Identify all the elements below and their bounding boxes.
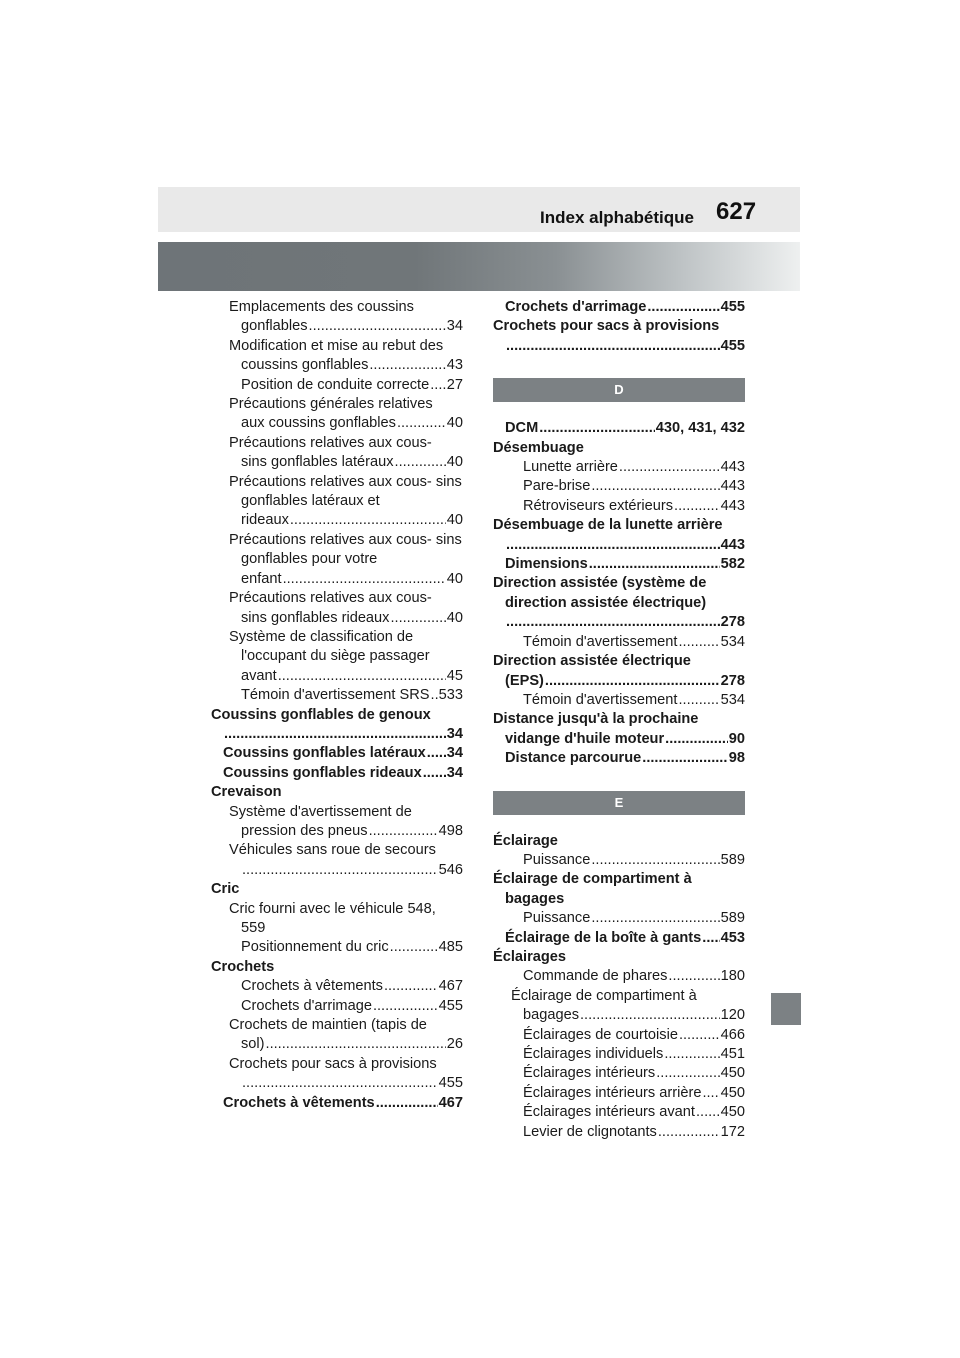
leader-dots <box>668 967 719 986</box>
entry-heading: Désembuage de la lunette arrière <box>493 517 723 534</box>
entry-label: pression des pneus <box>241 822 368 839</box>
entry-label: Témoin d'avertissement <box>523 633 678 650</box>
leader-dots <box>696 1103 720 1122</box>
entry-page-ref: 450 <box>720 1084 745 1101</box>
entry-label: bagages <box>505 890 565 907</box>
entry-heading: Précautions relatives aux cous- <box>229 434 432 451</box>
index-entry <box>211 589 463 628</box>
leader-dots <box>376 1094 438 1113</box>
entry-page-ref: 546 <box>438 861 463 878</box>
entry-label: sins gonflables rideaux <box>241 609 390 626</box>
entry-page-line <box>493 1006 745 1025</box>
entry-page-ref: 443 <box>720 478 745 495</box>
entry-page-ref: 443 <box>720 497 745 514</box>
entry-label: Crochets d'arrimage <box>241 997 372 1014</box>
entry-page-line <box>493 890 745 909</box>
entry-label: Commande de phares <box>523 968 668 985</box>
leader-dots <box>397 414 446 433</box>
entry-page-ref: 534 <box>720 691 745 708</box>
entry-page-line <box>211 764 463 783</box>
entry-page-ref: 467 <box>438 1094 463 1111</box>
leader-dots <box>506 613 720 632</box>
entry-heading: Éclairage de compartiment à <box>511 987 697 1004</box>
index-entry <box>211 434 463 473</box>
entry-label: vidange d'huile moteur <box>505 730 665 747</box>
entry-label: bagages <box>523 1007 579 1024</box>
entry-page-line <box>211 570 463 589</box>
index-entry <box>211 376 463 395</box>
entry-page-line <box>211 414 463 433</box>
leader-dots <box>369 822 438 841</box>
leader-dots <box>702 1084 719 1103</box>
index-entry <box>493 298 745 317</box>
entry-label: gonflables <box>241 318 308 335</box>
entry-page-ref: 443 <box>720 459 745 476</box>
entry-heading: Crochets pour sacs à provisions <box>493 318 720 335</box>
entry-page-ref: 120 <box>720 1007 745 1024</box>
entry-label: Témoin d'avertissement <box>523 691 678 708</box>
entry-label: Coussins gonflables latéraux <box>223 745 426 762</box>
entry-page-ref: 40 <box>446 415 463 432</box>
entry-page-line <box>211 609 463 628</box>
index-entry <box>211 803 463 842</box>
index-entry <box>493 1084 745 1103</box>
entry-label: Éclairages de courtoisie <box>523 1026 678 1043</box>
index-entry <box>211 628 463 686</box>
entry-heading: Emplacements des coussins <box>229 299 414 315</box>
entry-label: Dimensions <box>505 556 588 573</box>
leader-dots <box>390 609 445 628</box>
entry-page-ref: 34 <box>446 745 463 762</box>
entry-heading: Précautions relatives aux cous- sins gonflables latéraux et <box>229 473 462 510</box>
entry-heading: Distance jusqu'à la prochaine <box>493 711 699 728</box>
index-entry <box>493 987 745 1026</box>
index-entry <box>493 1026 745 1045</box>
entry-page-ref: 498 <box>438 822 463 839</box>
entry-label: sol) <box>241 1036 265 1053</box>
entry-page-line <box>493 298 745 317</box>
leader-dots <box>589 555 720 574</box>
entry-page-line <box>493 1123 745 1142</box>
page-title: Index alphabétique <box>540 208 694 227</box>
entry-label: Éclairages intérieurs avant <box>523 1104 695 1121</box>
entry-page-line <box>211 725 463 744</box>
entry-label: Éclairages intérieurs arrière <box>523 1084 702 1101</box>
entry-heading: Crevaison <box>211 784 282 801</box>
leader-dots <box>390 938 438 957</box>
index-entry <box>211 531 463 589</box>
leader-dots <box>290 511 446 530</box>
entry-label: Position de conduite correcte <box>241 376 430 393</box>
leader-dots <box>658 1123 720 1142</box>
entry-page-line <box>493 337 745 356</box>
leader-dots <box>664 1045 719 1064</box>
entry-page-ref: 455 <box>720 337 745 354</box>
leader-dots <box>619 458 720 477</box>
entry-label: enfant <box>241 570 282 587</box>
page-number: 627 <box>716 198 757 225</box>
index-entry <box>493 497 745 516</box>
entry-page-line <box>211 977 463 996</box>
entry-heading: Direction assistée (système de direction assistée électrique) <box>493 575 707 611</box>
entry-heading: Système de classification de l'occupant du siège passager <box>229 628 430 665</box>
index-entry <box>211 744 463 763</box>
entry-page-line <box>493 633 745 652</box>
leader-dots <box>665 730 728 749</box>
entry-page-ref: 27 <box>446 376 463 393</box>
entry-page-ref: 533 <box>438 687 463 704</box>
index-entry <box>493 691 745 710</box>
entry-heading: Désembuage <box>493 439 584 456</box>
entry-label: Distance parcourue <box>505 750 642 767</box>
leader-dots <box>642 749 728 768</box>
entry-page-ref: 534 <box>720 633 745 650</box>
index-entry <box>493 574 745 632</box>
index-entry <box>493 929 745 948</box>
section-letter-band: D <box>493 378 745 402</box>
index-entry <box>493 967 745 986</box>
entry-label: Crochets à vêtements <box>223 1094 375 1111</box>
entry-label: avant <box>241 667 277 684</box>
index-entry <box>493 516 745 555</box>
entry-page-line <box>211 822 463 841</box>
index-entry <box>493 633 745 652</box>
index-entry <box>211 706 463 745</box>
index-entry <box>211 1055 463 1094</box>
leader-dots <box>674 497 720 516</box>
index-entry <box>493 851 745 870</box>
index-entry <box>493 832 745 851</box>
entry-page-line <box>493 851 745 870</box>
entry-heading: Précautions relatives aux cous- sins gonflables pour votre <box>229 531 462 568</box>
entry-page-line <box>493 1045 745 1064</box>
entry-page-line <box>211 861 463 880</box>
entry-page-ref: 443 <box>720 536 745 553</box>
leader-dots <box>373 997 438 1016</box>
entry-page-line <box>211 938 463 957</box>
leader-dots <box>309 317 446 336</box>
leader-dots <box>278 667 446 686</box>
leader-dots <box>506 337 720 356</box>
entry-label: sins gonflables latéraux <box>241 454 394 471</box>
entry-page-line <box>211 511 463 530</box>
leader-dots <box>539 419 654 438</box>
index-entry <box>493 749 745 768</box>
leader-dots <box>580 1006 720 1025</box>
entry-page-line <box>493 419 745 438</box>
leader-dots <box>656 1064 719 1083</box>
entry-label: Éclairages intérieurs <box>523 1065 656 1082</box>
entry-page-ref: 278 <box>720 614 745 631</box>
index-entry <box>493 419 745 438</box>
entry-heading: Modification et mise au rebut des <box>229 337 444 354</box>
entry-page-ref: 40 <box>446 454 463 471</box>
entry-page-line <box>493 749 745 768</box>
entry-page-ref: 455 <box>438 1075 463 1092</box>
entry-page-line <box>211 686 463 705</box>
entry-page-line <box>493 730 745 749</box>
entry-label: rideaux <box>241 512 289 529</box>
index-column-right <box>493 298 745 1142</box>
entry-page-ref: 467 <box>438 978 463 995</box>
entry-label: Lunette arrière <box>523 459 618 476</box>
entry-page-line <box>211 1035 463 1054</box>
index-entry <box>493 477 745 496</box>
index-entry <box>493 1103 745 1122</box>
index-entry <box>211 997 463 1016</box>
index-entry <box>211 1094 463 1113</box>
entry-page-ref: 40 <box>446 512 463 529</box>
leader-dots <box>545 672 720 691</box>
leader-dots <box>679 1026 720 1045</box>
entry-page-ref: 430, 431, 432 <box>655 420 745 437</box>
entry-page-line <box>211 376 463 395</box>
entry-page-ref: 180 <box>720 968 745 985</box>
leader-dots <box>591 851 719 870</box>
index-entry <box>211 958 463 977</box>
entry-page-line <box>493 555 745 574</box>
index-entry <box>493 948 745 967</box>
entry-page-line <box>211 453 463 472</box>
index-entry <box>211 1016 463 1055</box>
entry-label: Pare-brise <box>523 478 591 495</box>
entry-page-line <box>493 909 745 928</box>
entry-heading: Coussins gonflables de genoux <box>211 706 431 723</box>
entry-page-ref: 466 <box>720 1026 745 1043</box>
entry-page-line <box>493 929 745 948</box>
leader-dots <box>384 977 438 996</box>
entry-page-line <box>493 1084 745 1103</box>
index-entry <box>493 439 745 458</box>
entry-label: coussins gonflables <box>241 357 369 374</box>
leader-dots <box>506 536 720 555</box>
entry-page-ref: 589 <box>720 910 745 927</box>
entry-heading: Éclairage de compartiment à <box>493 871 692 888</box>
index-entry <box>493 870 745 889</box>
entry-page-line <box>493 613 745 632</box>
index-entry <box>211 783 463 802</box>
entry-page-ref: 45 <box>446 667 463 684</box>
entry-label: DCM <box>505 420 539 437</box>
index-entry <box>493 1123 745 1142</box>
leader-dots <box>423 764 446 783</box>
entry-page-line <box>493 967 745 986</box>
entry-label: Levier de clignotants <box>523 1123 657 1140</box>
entry-page-line <box>211 356 463 375</box>
entry-page-line <box>211 317 463 336</box>
entry-label: Positionnement du cric <box>241 939 389 956</box>
entry-label: aux coussins gonflables <box>241 415 396 432</box>
entry-heading: Direction assistée électrique <box>493 653 691 670</box>
entry-label: Puissance <box>523 910 591 927</box>
entry-page-line <box>493 497 745 516</box>
index-entry <box>493 1064 745 1083</box>
entry-page-line <box>211 997 463 1016</box>
leader-dots <box>430 376 446 395</box>
leader-dots <box>242 861 438 880</box>
leader-dots <box>591 909 719 928</box>
entry-page-ref: 453 <box>720 929 745 946</box>
entry-page-ref: 34 <box>446 318 463 335</box>
leader-dots <box>242 1074 438 1093</box>
entry-heading: Précautions générales relatives <box>229 396 433 413</box>
entry-heading: Cric <box>211 881 240 898</box>
index-entry <box>211 473 463 531</box>
entry-page-ref: 455 <box>720 299 745 315</box>
entry-page-ref: 98 <box>728 750 745 767</box>
index-entry <box>493 890 745 909</box>
entry-page-line <box>493 1026 745 1045</box>
entry-label: Puissance <box>523 851 591 868</box>
entry-page-ref: 278 <box>720 672 745 689</box>
leader-dots <box>283 570 446 589</box>
entry-page-ref: 43 <box>446 357 463 374</box>
entry-page-ref: 450 <box>720 1104 745 1121</box>
entry-heading: Système d'avertissement de <box>229 803 412 820</box>
entry-page-line <box>211 1074 463 1093</box>
entry-page-ref: 455 <box>438 997 463 1014</box>
entry-page-ref: 34 <box>446 764 463 781</box>
index-entry <box>493 458 745 477</box>
entry-page-ref: 450 <box>720 1065 745 1082</box>
entry-label: Coussins gonflables rideaux <box>223 764 422 781</box>
index-entry <box>211 977 463 996</box>
entry-page-ref: 26 <box>446 1036 463 1053</box>
entry-label: Crochets d'arrimage <box>505 299 647 315</box>
index-entry <box>211 337 463 376</box>
leader-dots <box>678 633 719 652</box>
entry-page-ref: 40 <box>446 570 463 587</box>
leader-dots <box>224 725 446 744</box>
leader-dots <box>702 929 719 948</box>
leader-dots <box>647 298 719 317</box>
entry-page-ref: 582 <box>720 556 745 573</box>
index-entry <box>493 909 745 928</box>
entry-page-line <box>493 458 745 477</box>
index-entry <box>493 555 745 574</box>
page-header <box>158 187 800 232</box>
leader-dots <box>678 691 719 710</box>
entry-page-ref: 90 <box>728 730 745 747</box>
header-gradient-band <box>158 242 800 291</box>
leader-dots <box>431 686 438 705</box>
index-entry <box>493 1045 745 1064</box>
entry-page-line <box>211 1094 463 1113</box>
entry-heading: Crochets de maintien (tapis de <box>229 1017 427 1034</box>
entry-heading: Précautions relatives aux cous- <box>229 590 432 607</box>
entry-page-line <box>211 919 463 938</box>
index-entry <box>211 880 463 899</box>
index-entry <box>211 764 463 783</box>
entry-page-ref: 589 <box>720 851 745 868</box>
index-entry <box>211 298 463 337</box>
entry-label: Crochets à vêtements <box>241 978 383 995</box>
entry-page-ref: 451 <box>720 1046 745 1062</box>
leader-dots <box>591 477 719 496</box>
entry-page-line <box>493 1064 745 1083</box>
entry-heading: Éclairage <box>493 832 558 849</box>
entry-page-line <box>211 744 463 763</box>
index-entry <box>211 686 463 705</box>
entry-label: Éclairages individuels <box>523 1046 664 1062</box>
index-entry <box>211 395 463 434</box>
entry-page-line <box>493 691 745 710</box>
leader-dots <box>395 453 446 472</box>
entry-page-line <box>211 667 463 686</box>
entry-heading: Éclairages <box>493 948 567 965</box>
entry-heading: Crochets pour sacs à provisions <box>229 1055 437 1072</box>
entry-label: Témoin d'avertissement SRS <box>241 687 430 704</box>
entry-heading: Crochets <box>211 958 275 975</box>
section-letter-band: E <box>493 791 745 815</box>
entry-label: Éclairage de la boîte à gants <box>505 929 702 946</box>
index-column-left <box>211 298 463 1113</box>
leader-dots <box>266 1035 446 1054</box>
entry-page-ref: 172 <box>720 1123 745 1140</box>
index-entry <box>211 841 463 880</box>
entry-heading: Véhicules sans roue de secours <box>229 842 436 859</box>
entry-page-line <box>493 536 745 555</box>
entry-page-ref: 485 <box>438 939 463 956</box>
entry-page-line <box>493 477 745 496</box>
leader-dots <box>369 356 445 375</box>
index-entry <box>493 652 745 691</box>
thumb-index-tab <box>771 993 801 1025</box>
leader-dots <box>427 744 446 763</box>
index-entry <box>493 710 745 749</box>
index-entry <box>211 938 463 957</box>
entry-label: Rétroviseurs extérieurs <box>523 497 674 514</box>
entry-page-ref: 40 <box>446 609 463 626</box>
index-entry <box>211 900 463 939</box>
entry-page-line <box>493 1103 745 1122</box>
entry-label: 559 <box>241 920 266 936</box>
index-entry <box>493 317 745 356</box>
entry-heading: Cric fourni avec le véhicule 548, <box>229 900 436 917</box>
entry-label: (EPS) <box>505 672 544 689</box>
entry-page-line <box>493 672 745 691</box>
entry-page-ref: 34 <box>446 725 463 742</box>
